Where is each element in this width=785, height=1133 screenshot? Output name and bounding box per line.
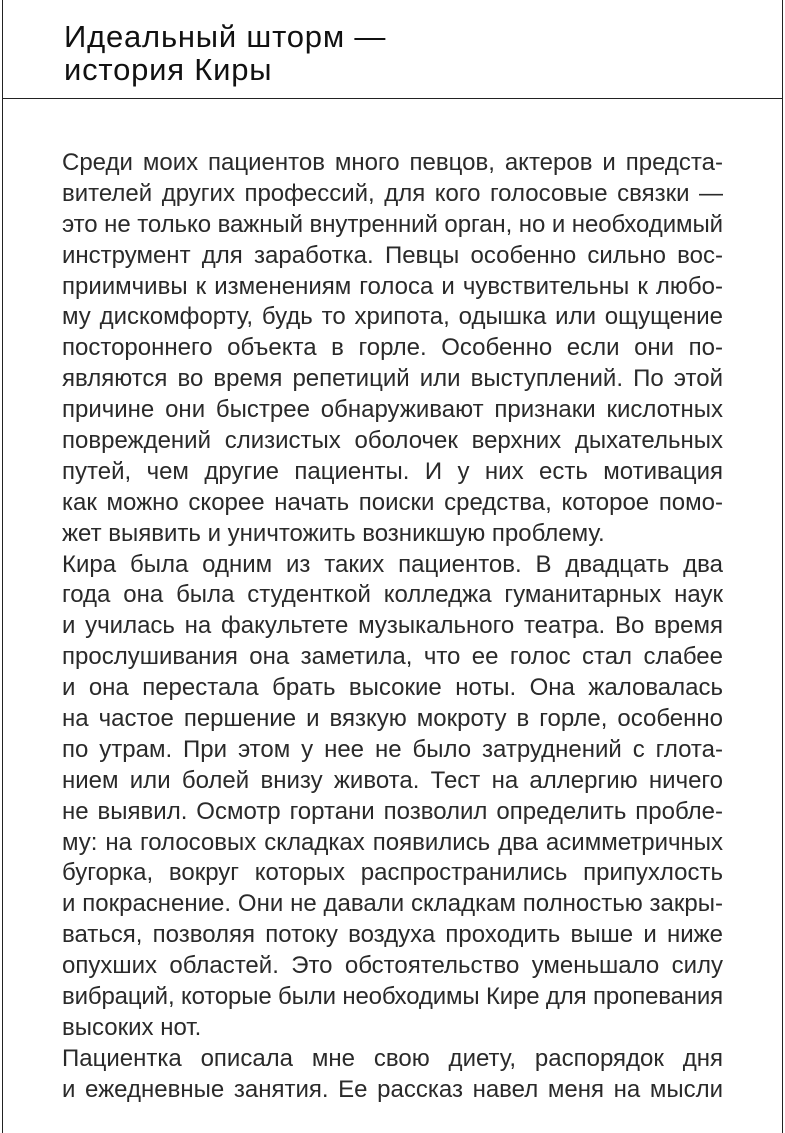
text-line: и покраснение. Они не давали складкам полностью закры- (62, 890, 723, 918)
text-line: путей, чем другие пациенты. И у них есть мотивация (62, 457, 723, 485)
text-line: и она перестала брать высокие ноты. Она жаловалась (62, 674, 723, 702)
paragraph (62, 550, 723, 1044)
text-line: на частое першение и вязкую мокроту в горле, особенно (62, 705, 723, 733)
text-line: по утрам. При этом у нее не было затруднений с глота- (62, 735, 723, 763)
text-line: приимчивы к изменениям голоса и чувствительны к любо- (62, 272, 723, 300)
chapter-title-line-1: Идеальный шторм — (64, 19, 387, 54)
text-line: как можно скорее начать поиски средства, которое помо- (62, 488, 723, 516)
text-line: инструмент для заработка. Певцы особенно сильно вос- (62, 241, 723, 269)
chapter-title (64, 20, 386, 86)
text-line: опухших областей. Это обстоятельство уменьшало силу (62, 952, 723, 980)
text-line: повреждений слизистых оболочек верхних дыхательных (62, 427, 723, 455)
text-line: Пациентка описала мне свою диету, распорядок дня (62, 1044, 723, 1072)
text-line: являются во время репетиций или выступлений. По этой (62, 365, 723, 393)
text-line: му: на голосовых складках появились два асимметричных (62, 828, 723, 856)
text-line: прослушивания она заметила, что ее голос стал слабее (62, 643, 723, 671)
text-line: вибраций, которые были необходимы Кире для пропевания (62, 983, 723, 1011)
text-line: и училась на факультете музыкального театра. Во время (62, 612, 723, 640)
text-line: му дискомфорту, будь то хрипота, одышка или ощущение (62, 303, 723, 331)
paragraph (62, 1044, 723, 1106)
text-line: вителей других профессий, для кого голосовые связки — (62, 179, 723, 207)
paragraph (62, 148, 723, 550)
text-line: и ежедневные занятия. Ее рассказ навел меня на мысли (62, 1075, 723, 1103)
text-line: Среди моих пациентов много певцов, актеров и предста- (62, 149, 723, 176)
text-line: ваться, позволяя потоку воздуха проходить выше и ниже (62, 921, 723, 949)
text-line: высоких нот. (62, 1013, 202, 1041)
chapter-title-line-2: история Киры (64, 52, 273, 87)
text-line: не выявил. Осмотр гортани позволил определить пробле- (62, 797, 723, 825)
text-line: постороннего объекта в горле. Особенно если они по- (62, 334, 723, 362)
text-line: Кира была одним из таких пациентов. В двадцать два (62, 550, 723, 578)
text-line: это не только важный внутренний орган, но и необходимый (62, 210, 723, 238)
text-line: бугорка, вокруг которых распространились припухлость (62, 859, 723, 887)
text-line: года она была студенткой колледжа гуманитарных наук (62, 581, 723, 609)
text-line: жет выявить и уничтожить возникшую проблему. (62, 519, 605, 547)
chapter-header (3, 0, 782, 99)
text-line: нием или болей внизу живота. Тест на аллергию ничего (62, 766, 723, 794)
text-line: причине они быстрее обнаруживают признаки кислотных (62, 396, 723, 424)
body-text (62, 148, 723, 1106)
